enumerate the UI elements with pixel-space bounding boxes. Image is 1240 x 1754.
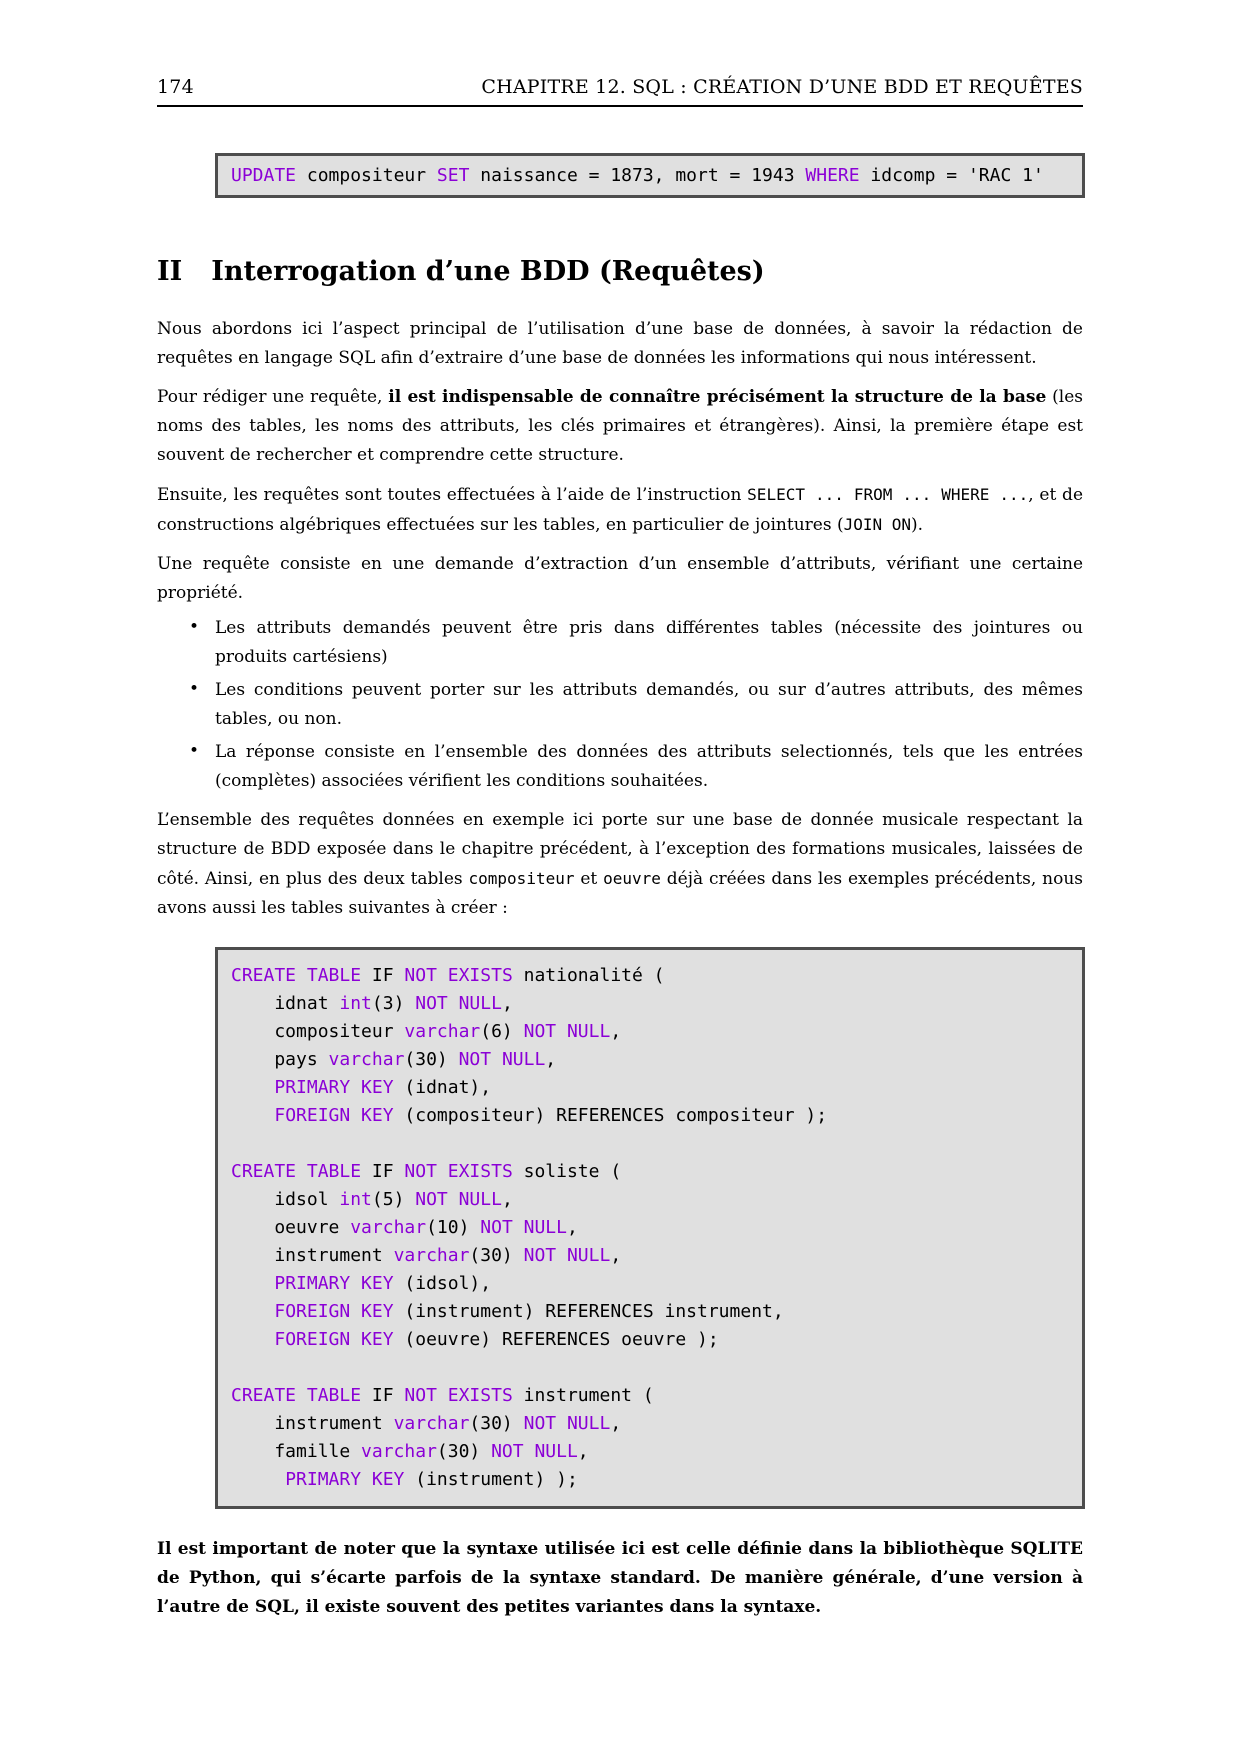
bullet-item-attributs [187, 614, 1083, 672]
text-run: Une requête consiste en une demande d’extraction d’un ensemble d’attributs, vérifiant une certaine propriété. [157, 554, 1083, 603]
code-text: (oeuvre) REFERENCES oeuvre ); [393, 1329, 719, 1350]
code-line [231, 1186, 1082, 1214]
code-line [231, 990, 1082, 1018]
code-text: idnat [231, 993, 340, 1014]
code-text: , [610, 1413, 622, 1434]
code-text: idcomp = 'RAC 1' [859, 165, 1044, 186]
code-line [231, 1270, 1082, 1298]
bullet-text [215, 742, 1083, 791]
code-text [231, 1301, 274, 1322]
inline-code: compositeur [468, 869, 575, 888]
code-keyword: NOT NULL [523, 1021, 611, 1042]
code-text: , [501, 993, 513, 1014]
code-keyword: NOT NULL [523, 1413, 611, 1434]
code-keyword: PRIMARY KEY [274, 1273, 394, 1294]
text-run: Les conditions peuvent porter sur les attributs demandés, ou sur d’autres attributs, des mêmes tables, ou non. [215, 680, 1083, 729]
section-title: Interrogation d’une BDD (Requêtes) [211, 256, 765, 287]
code-text [231, 1077, 274, 1098]
text-run: déjà créées dans les exemples précédents, nous avons aussi les tables suivantes à créer : [157, 869, 1084, 918]
code-keyword: FOREIGN KEY [274, 1105, 394, 1126]
code-keyword: CREATE TABLE [231, 1385, 362, 1406]
code-keyword: NOT NULL [415, 1189, 502, 1210]
code-line [231, 1466, 1082, 1494]
code-text: , [577, 1441, 589, 1462]
text-run: ). [911, 515, 924, 535]
bullet-list [157, 614, 1083, 796]
bold-text: il est indispensable de connaître précisément la structure de la base [388, 387, 1047, 407]
code-text: (30) [469, 1245, 524, 1266]
text-run: Les attributs demandés peuvent être pris dans différentes tables (nécessite des jointures ou produits cartésiens) [215, 618, 1083, 667]
code-keyword: WHERE [805, 165, 860, 186]
create-tables-code-box [215, 947, 1085, 1509]
bullet-text [215, 680, 1083, 729]
code-text [231, 1273, 274, 1294]
code-text: soliste ( [512, 1161, 622, 1182]
code-text: (30) [469, 1413, 524, 1434]
text-run: Ensuite, les requêtes sont toutes effectuées à l’aide de l’instruction [157, 485, 748, 505]
bullet-item-reponse [187, 738, 1083, 796]
code-keyword: NOT NULL [480, 1217, 567, 1238]
code-text: instrument [231, 1245, 394, 1266]
code-text [231, 1105, 274, 1126]
code-line [231, 1074, 1082, 1102]
bullet-text [215, 618, 1083, 667]
code-text: (6) [480, 1021, 524, 1042]
header-rule [157, 105, 1083, 107]
code-line [231, 1046, 1082, 1074]
code-line [231, 1382, 1082, 1410]
page-number: 174 [157, 76, 194, 98]
code-text: famille [231, 1441, 362, 1462]
code-keyword: SET [436, 165, 470, 186]
code-keyword: FOREIGN KEY [274, 1301, 394, 1322]
text-run: , et de constructions algébriques effectuées sur les tables, en particulier de jointures ( [157, 485, 1084, 535]
text-run: et [574, 869, 604, 889]
code-text: naissance = 1873, mort = 1943 [469, 165, 806, 186]
code-text: , [610, 1245, 622, 1266]
code-keyword: int [339, 993, 372, 1014]
update-code-box [215, 153, 1085, 198]
section-number: II [157, 256, 183, 287]
text-run: L’ensemble des requêtes données en exemple ici porte sur une base de donnée musicale respectant la structure de BDD exposée dans le chapitre précédent, à l’exception des formations musicales, laissées de côté. Ainsi, en plus des deux tables [157, 810, 1083, 889]
code-text: nationalité ( [512, 965, 665, 986]
code-keyword: NOT EXISTS [404, 1161, 513, 1182]
code-text: oeuvre [231, 1217, 351, 1238]
code-text: IF [361, 1161, 405, 1182]
code-line [231, 962, 1082, 990]
code-keyword: UPDATE [231, 165, 297, 186]
bullet-item-conditions [187, 676, 1083, 734]
code-keyword: int [339, 1189, 372, 1210]
code-line [231, 1354, 1082, 1382]
code-text: compositeur [296, 165, 437, 186]
code-keyword: CREATE TABLE [231, 965, 362, 986]
code-keyword: varchar [404, 1021, 481, 1042]
code-text: compositeur [231, 1021, 405, 1042]
code-text: (3) [371, 993, 416, 1014]
code-line [231, 1242, 1082, 1270]
code-text: , [501, 1189, 513, 1210]
code-text [231, 1329, 274, 1350]
code-line [231, 1130, 1082, 1158]
code-text: (30) [404, 1049, 459, 1070]
paragraph-intro [157, 315, 1083, 373]
bullet-icon: • [189, 617, 200, 637]
code-text: IF [361, 965, 405, 986]
text-run: La réponse consiste en l’ensemble des données des attributs selectionnés, tels que les entrées (complètes) associées vérifient les conditions souhaitées. [215, 742, 1083, 791]
code-text: idsol [231, 1189, 340, 1210]
code-line [231, 1102, 1082, 1130]
code-text: (compositeur) REFERENCES compositeur ); [393, 1105, 828, 1126]
bullet-icon: • [189, 679, 200, 699]
text-run: (les noms des tables, les noms des attributs, les clés primaires et étrangères). Ainsi, la première étape est souvent de rechercher et comprendre cette structure. [157, 387, 1083, 465]
code-text: , [566, 1217, 578, 1238]
inline-code: SELECT ... FROM ... WHERE ... [747, 485, 1029, 504]
code-line [231, 1410, 1082, 1438]
code-keyword: NOT NULL [523, 1245, 611, 1266]
code-text: pays [231, 1049, 329, 1070]
code-line [231, 1438, 1082, 1466]
closing-paragraph [157, 1535, 1083, 1622]
code-text: (idsol), [393, 1273, 492, 1294]
code-line [231, 1158, 1082, 1186]
code-text: (instrument) REFERENCES instrument, [393, 1301, 784, 1322]
paragraph-rediger [157, 383, 1083, 470]
code-keyword: NOT EXISTS [404, 965, 513, 986]
code-keyword: PRIMARY KEY [285, 1469, 405, 1490]
code-keyword: varchar [350, 1217, 427, 1238]
code-text: , [545, 1049, 557, 1070]
text-run: Pour rédiger une requête, [157, 387, 389, 407]
code-text: (instrument) ); [404, 1469, 578, 1490]
code-keyword: varchar [393, 1413, 470, 1434]
code-keyword: NOT NULL [458, 1049, 546, 1070]
code-text: , [610, 1021, 622, 1042]
bold-text: Il est important de noter que la syntaxe utilisée ici est celle définie dans la bibliothèque SQLITE de Python, qui s’écarte parfois de la syntaxe standard. De manière générale, d’une version à l’autre de SQL, il existe souvent des petites variantes dans la syntaxe. [157, 1539, 1083, 1617]
code-line [231, 1326, 1082, 1354]
code-text: (idnat), [393, 1077, 492, 1098]
code-line [231, 1298, 1082, 1326]
paragraph-ensemble [157, 806, 1083, 923]
inline-code: JOIN ON [843, 515, 912, 534]
code-line [231, 1214, 1082, 1242]
inline-code: oeuvre [603, 869, 661, 888]
section-heading [157, 256, 1083, 287]
code-keyword: NOT EXISTS [404, 1385, 513, 1406]
code-keyword: varchar [361, 1441, 437, 1462]
code-keyword: PRIMARY KEY [274, 1077, 394, 1098]
code-text: IF [361, 1385, 405, 1406]
code-line [231, 1018, 1082, 1046]
code-text: (10) [426, 1217, 481, 1238]
code-text: instrument [231, 1413, 394, 1434]
code-keyword: NOT NULL [491, 1441, 578, 1462]
code-keyword: varchar [393, 1245, 470, 1266]
bullet-icon: • [189, 741, 200, 761]
code-keyword: varchar [328, 1049, 405, 1070]
paragraph-requete [157, 550, 1083, 608]
code-text [231, 1469, 285, 1490]
chapter-title: CHAPITRE 12. SQL : CRÉATION D’UNE BDD ET REQUÊTES [481, 76, 1083, 98]
code-text: instrument ( [512, 1385, 654, 1406]
text-run: Nous abordons ici l’aspect principal de l’utilisation d’une base de données, à savoir la rédaction de requêtes en langage SQL afin d’extraire d’une base de données les informations qui nous intéressent. [157, 319, 1083, 368]
code-keyword: FOREIGN KEY [274, 1329, 394, 1350]
running-head [157, 0, 1083, 98]
code-text: (30) [436, 1441, 492, 1462]
code-keyword: CREATE TABLE [231, 1161, 362, 1182]
code-keyword: NOT NULL [415, 993, 502, 1014]
paragraph-ensuite [157, 480, 1083, 540]
code-text: (5) [371, 1189, 416, 1210]
